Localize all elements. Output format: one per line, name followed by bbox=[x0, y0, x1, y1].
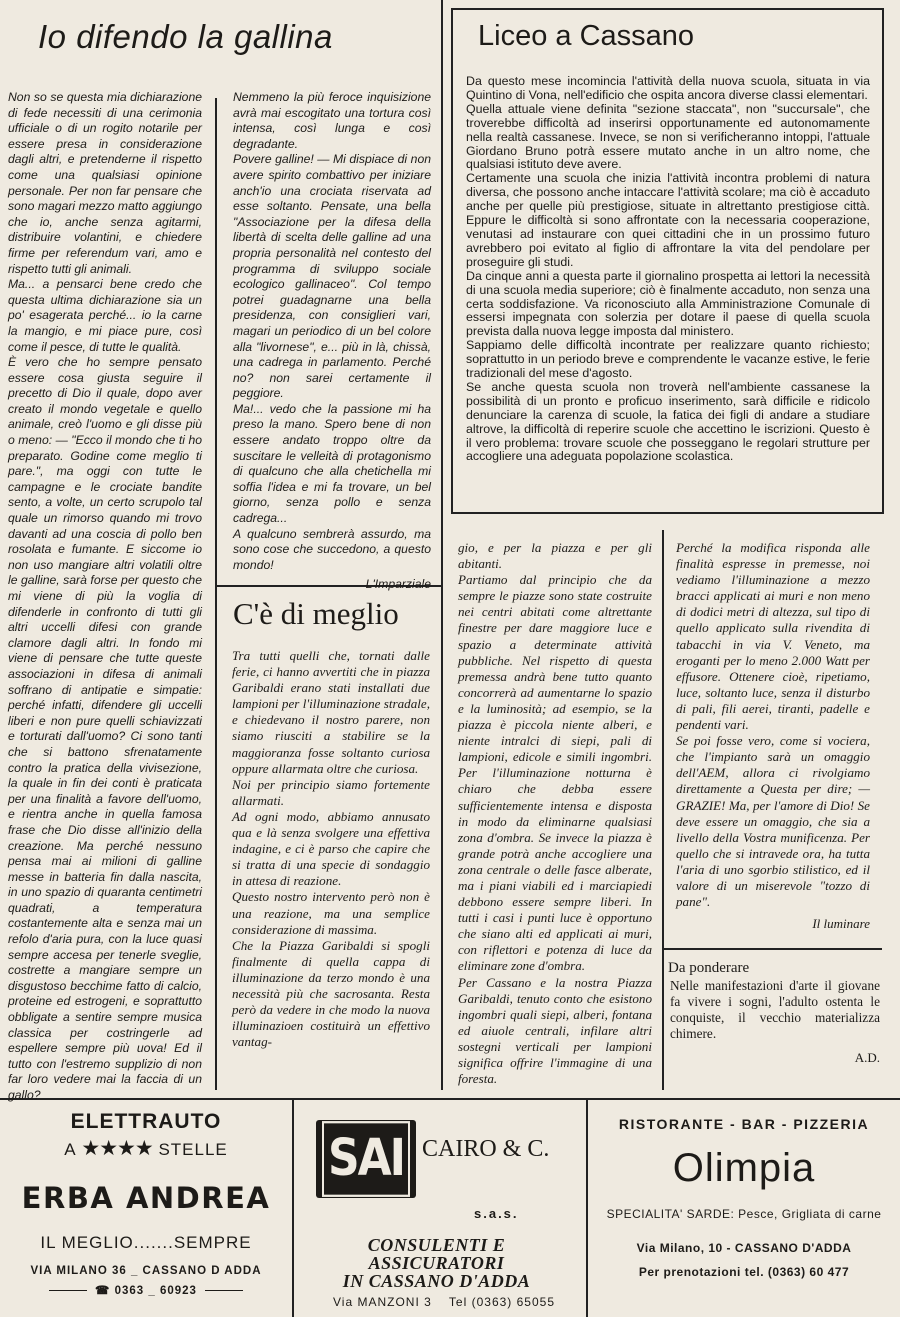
ad-sai-contact bbox=[314, 1295, 574, 1309]
meglio-c1-p3: Ad ogni modo, abbiamo annusato qua e là senza svolgere una effettiva indagine, e ci è parso che capire che si tratta di una specie di sondaggio in attesa di reazione. bbox=[232, 808, 430, 889]
ad-elettrauto-phone-row bbox=[0, 1283, 292, 1297]
ad-elettrauto-phone: 0363 _ 60923 bbox=[114, 1285, 197, 1297]
gallina-column-2 bbox=[233, 90, 431, 593]
meglio-column-3 bbox=[676, 540, 870, 932]
meglio-c1-p1: Tra tutti quelli che, tornati dalle ferie, ci hanno avvertiti che in piazza Garibaldi erano stati installati due lampioni per l'illuminazione stradale, e chiedevano il nostro parere, non siamo riusciti a stabilire se la maggioranza fosse soltanto curiosa oppure allarmata oltre che curiosa. bbox=[232, 648, 430, 776]
liceo-p2: Quella attuale viene definita "sezione staccata", non "succursale", che troverebbe difficoltà ad inserirsi opportunamente ed autonomamente nella realtà cassanese. Invece, se non si verificheranno intoppi, l'attuale Giordano Bruno potrà essere mutato anche in un altro nome, che qualsiasi istituto deve avere. bbox=[466, 101, 870, 172]
ponderare-box bbox=[668, 960, 880, 1066]
meglio-c1-p2: Noi per principio siamo fortemente allarmati. bbox=[232, 776, 430, 808]
ad-elettrauto-slogan: IL MEGLIO.......SEMPRE bbox=[40, 1233, 252, 1252]
divider-horizontal-ponderare bbox=[662, 948, 882, 950]
ponderare-title: Da ponderare bbox=[668, 960, 750, 976]
meglio-c1-p5: Che la Piazza Garibaldi si spogli finalmente di quella cappa di illuminazione da terzo mondo è una necessità più che sacrosanta. Resta però da vedere in che modo la nuova illuminazioen costituirà un effettivo vantag- bbox=[232, 937, 430, 1050]
sai-logo-text: SAI bbox=[322, 1121, 410, 1197]
gallina-c2-p1: Nemmeno la più feroce inquisizione avrà mai escogitato una tortura così intensa, così lunga e così degradante. bbox=[233, 90, 431, 151]
meglio-c2-p3: Per Cassano e la nostra Piazza Garibaldi, tenuto conto che esistono ingombri quali siepi, alberi, fontana ed aiuole centrali, infilare altri sostegni verticali per lampioni significa offrire l'immagine di una foresta. bbox=[458, 974, 652, 1087]
meglio-c3-p2: Se poi fosse vero, come si vociera, che l'impianto sarà un omaggio dell'AEM, allora ci rivolgiamo direttamente a Questa per dire; — GRAZIE! Ma, per l'amore di Dio! Se deve essere un omaggio, che sia a livello della Vostra munificenza. Per quello che si intravede ora, ha tutta l'aria di uno sgorbio stilistico, ed il valore di un miserevole "tozzo di pane". bbox=[676, 733, 870, 910]
sai-logo bbox=[316, 1120, 416, 1198]
liceo-body bbox=[466, 75, 870, 464]
meglio-column-1 bbox=[232, 648, 430, 1050]
ad-sai-tagline-3: IN CASSANO D'ADDA bbox=[342, 1271, 531, 1291]
gallina-column-1 bbox=[8, 90, 202, 1104]
meglio-c1-p4: Questo nostro intervento però non è una reazione, ma una semplice considerazione di massima. bbox=[232, 889, 430, 937]
gallina-signature: L'Imparziale bbox=[365, 577, 431, 592]
star-icon: ★★★★ bbox=[81, 1137, 153, 1160]
ad-olimpia bbox=[588, 1100, 900, 1317]
ad-olimpia-address: Via Milano, 10 - CASSANO D'ADDA bbox=[636, 1241, 852, 1255]
liceo-p5: Sappiamo delle difficoltà incontrate per realizzare quanto richiesto; soprattutto in un periodo breve e comprendente le vacanze estive, le ferie tradizionali del mese d'agosto. bbox=[466, 338, 870, 381]
ad-sai-tagline-2: ASSICURATORI bbox=[368, 1253, 505, 1273]
ad-sai-phone: Tel (0363) 65055 bbox=[448, 1295, 555, 1309]
liceo-p4: Da cinque anni a questa parte il giornalino prospetta ai lettori la necessità di una scuola media superiore; ciò è finalmente accaduto, non senza una certa soddisfazione. Va riconosciuto alla Amministrazione Comunale di essersi impegnata con solerzia per dotare il paese di quella scuola prevista dalla nuova legge imposta dal ministero. bbox=[466, 268, 870, 339]
ad-elettrauto-stelle: STELLE bbox=[158, 1140, 228, 1159]
ad-sai-tagline-1: CONSULENTI E bbox=[367, 1235, 506, 1255]
divider-vertical-col1 bbox=[215, 98, 217, 1090]
ad-sai-company: CAIRO & C. bbox=[422, 1136, 550, 1162]
meglio-signature: Il luminare bbox=[812, 916, 870, 932]
ponderare-text: Nelle manifestazioni d'arte il giovane fa vivere i sogni, l'adulto ostenta le conquiste, il vecchio materializza chimere. bbox=[670, 978, 880, 1041]
ad-elettrauto-name: ERBA ANDREA bbox=[21, 1181, 271, 1215]
ad-sai-type: s.a.s. bbox=[474, 1206, 519, 1221]
ad-olimpia-booking: Per prenotazioni tel. (0363) 60 477 bbox=[638, 1265, 850, 1279]
meglio-c2-p2: Partiamo dal principio che da sempre le piazze sono state costruite nei centri abitati come altrettante finestre per dare maggiore luce e spazio a determinate attività pubbliche. Nel rispetto di questa premessa andrà bene tutto quanto concorrerà ad aumentarne lo spazio e la luminosità; ad esempio, se la piazza è piccola niente alberi, e niente intralci di siepi, pali di lampioni, edicole e simili ingombri. Per l'illuminazione notturna è chiaro che debba essere sufficientemente intensa e disposta in modo da eliminarne qualsiasi zona d'ombra. Se invece la piazza è grande potrà anche accogliere una zona centrale o delle fasce alberate, ma i piani viabili ed i marciapiedi debbono essere sempre liberi. In tutti i casi i punti luce è opportuno che siano alti ed applicati ai muri, con riflettori e potenza di luce da eliminare zone d'ombra. bbox=[458, 572, 652, 974]
gallina-c1-p1: Non so se questa mia dichiarazione di fede necessiti di una cerimonia ufficiale o di un rogito notarile per essere presa in considerazione dagli altri, e pretenderne il rispetto come una qualsiasi opinione personale. Per non far pensare che sono magari mezzo matto aggiungo che io, anche senza agitarmi, distribuire volantini, e chiedere firme per referendum vari, amo e rispetto tutti gli animali. bbox=[8, 90, 202, 276]
liceo-p1: Da questo mese incomincia l'attività della nuova scuola, situata in via Quintino di Vona, nell'edificio che ospita ancora diverse classi elementari. bbox=[466, 74, 870, 102]
ad-sai-address: Via MANZONI 3 bbox=[332, 1295, 432, 1309]
gallina-c2-p4: A qualcuno sembrerà assurdo, ma sono cose che succedono, a questo mondo! bbox=[233, 526, 431, 572]
meglio-c3-p1: Perché la modifica risponda alle finalità espresse in premesse, noi vediamo l'illuminazione a mezzo bracci applicati ai muri e non meno di dodici metri di altezza, sul tipo di quello applicato sulla rivendita di tabacchi in via V. Veneto, ma eroganti per lo meno 2.000 Watt per effusore. Ottenere cioè, ripetiamo, luce, soltanto luce, senza il disturbo di pali, fili aerei, tiranti, padelle e pendenti vari. bbox=[676, 540, 870, 733]
ponderare-signature: A.D. bbox=[854, 1050, 880, 1065]
gallina-c1-p3: È vero che ho sempre pensato essere cosa giusta seguire il precetto di Dio il quale, dopo aver creato il mondo vegetale e quello animale, creò l'uomo e gli disse più o meno: — "Ecco il mondo che ti ho preparato. Godine come meglio ti pare.", ma oggi con tutte le campagne e le crociate bandite sento, a volte, un certo scrupolo tal quale un rimorso quando mi trovo davanti ad una coscia di pollo ben rosolata e fumante. E siccome io non uso mangiare altri volatili oltre le galline, sarà forse per questo che mi viene di più la voglia di difenderle in confronto di tutti gli altri uccelli difesi con grande clamore dagli altri. In fondo mi viene di pensare che tutte queste associazioni in difesa di animali soffrano di antipatie e simpatie: perché infatti, difendere gli uccelli liberi e non pure quelli schiavizzati e torturati dall'uomo? Ci sono tanti che si battono sfrenatamente contro la pratica della vivisezione, la quale in fin dei conti è praticata per una finalità a favore dell'uomo, e rientra anche in quella famosa frase che Dio disse all'inizio della creazione. Ma perché nessuno pensa mai ai milioni di galline messe in batteria fin dalla nascita, in uno spazio di quaranta centimetri quadrati, a temperatura costantemente alta e senza mai un refolo d'aria pura, con la luce quasi sempre accesa per tenerle sveglie, costrette a mangiare sempre un disgustoso becchime fatto di calcio, proteine ed estrogeni, e soprattutto obbligate a sentire sempre musica classica per costringerle ad espellere sempre più uova! Ed il tutto con l'estremo supplizio di non far loro vedere mai la faccia di un gallo? bbox=[8, 355, 202, 1102]
gallina-title: Io difendo la gallina bbox=[38, 18, 333, 55]
liceo-p3: Certamente una scuola che inizia l'attività incontra problemi di natura diversa, che possono anche intaccare l'attività scolare; ma ciò è accaduto anche per quelle più prestigiose, situate in altrettanto prestigiose città. Eppure le difficoltà si sono affrontate con la necessaria cooperazione, venutasi ad instaurare con quei cittadini che in un prossimo futuro avrebbero poi evitato al figlio di affrontare la vita del pendolare per proseguire gli studi. bbox=[466, 171, 870, 269]
phone-icon: ☎ bbox=[95, 1285, 111, 1297]
ad-elettrauto bbox=[0, 1100, 292, 1317]
ad-olimpia-name: Olimpia bbox=[672, 1146, 816, 1190]
meglio-c2-p1: gio, e per la piazza e per gli abitanti. bbox=[458, 540, 652, 572]
ad-elettrauto-title: ELETTRAUTO bbox=[70, 1110, 222, 1133]
ad-sai-tagline bbox=[314, 1236, 559, 1290]
divider-vertical-main bbox=[441, 0, 443, 1090]
ad-sai bbox=[294, 1100, 586, 1317]
ad-elettrauto-rating bbox=[0, 1136, 292, 1161]
gallina-c2-p3: Ma!... vedo che la passione mi ha preso la mano. Spero bene di non essere andato troppo oltre da suscitare le velleità di protagonismo di qualcuno che alla chetichella mi soffia l'idea e mi fa trovare, un bel giorno, senza pollo e senza cadrega... bbox=[233, 401, 431, 526]
liceo-title: Liceo a Cassano bbox=[478, 20, 695, 52]
liceo-p6: Se anche questa scuola non troverà nell'ambiente cassanese la possibilità di un pronto e proficuo inserimento, sarà difficile e ridicolo denunciare la carenza di scuole, la fatica dei figli di andare a studiare altrove, la difficoltà di reperire scuole che accettino le iscrizioni. Questo è il vero problema: trovare scuole che posseggano le regolari strutture per accogliere una adeguata popolazione scolastica. bbox=[466, 379, 870, 464]
ad-elettrauto-a: A bbox=[64, 1140, 76, 1159]
gallina-c2-p2: Povere galline! — Mi dispiace di non avere spirito combattivo per iniziare anch'io una crociata riservata ad esse soltanto. Pensate, una bella "Associazione per la difesa della libertà di scelta delle galline ad una propria personalità nel contesto del programma di sviluppo sociale ecologico gallinaceo". Col tempo potrei guadagnarne una bella presidenza, con consiglieri vari, magari un periodico di un bel colore alla "livornese", e... più in là, chissà, una cadrega in parlamento. Perché no? non sarei certamente il peggiore. bbox=[233, 152, 431, 401]
divider-vertical-right bbox=[662, 530, 664, 1090]
gallina-c1-p2: Ma... a pensarci bene credo che questa ultima dichiarazione sia un po' esagerata perché... io la carne la mangio, e mi piace pure, così come il pesce, di tutte le qualità. bbox=[8, 277, 202, 354]
meglio-column-2 bbox=[458, 540, 652, 1087]
ad-elettrauto-address: VIA MILANO 36 _ CASSANO D ADDA bbox=[30, 1265, 262, 1277]
ad-olimpia-specialty: SPECIALITA' SARDE: Pesce, Grigliata di carne bbox=[606, 1207, 882, 1221]
meglio-title: C'è di meglio bbox=[233, 596, 399, 631]
ad-olimpia-header: RISTORANTE - BAR - PIZZERIA bbox=[618, 1116, 870, 1132]
